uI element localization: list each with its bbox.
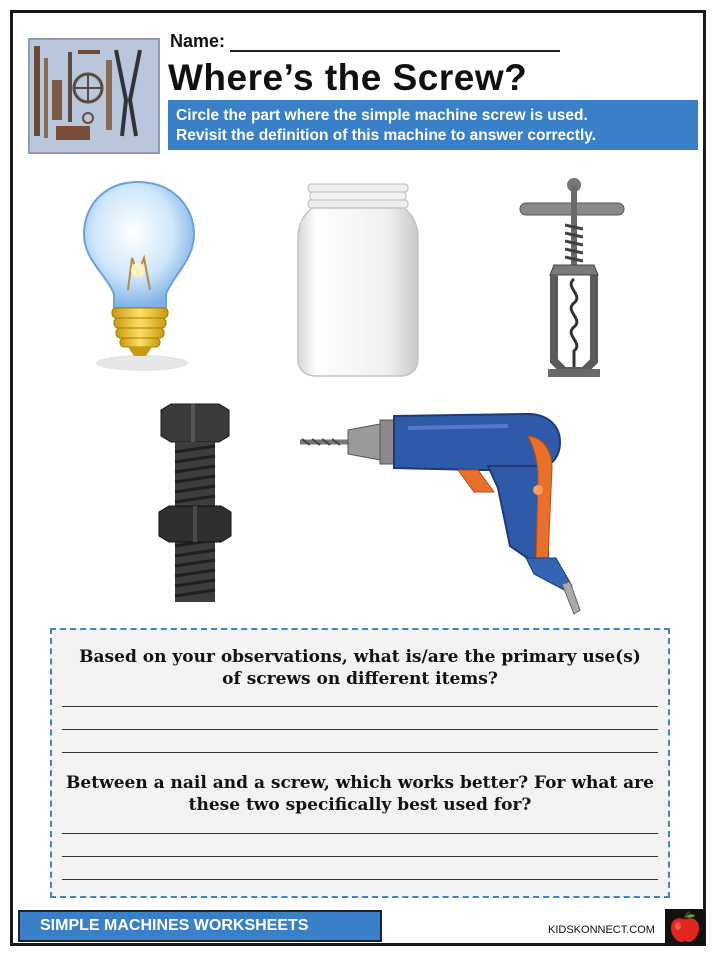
instruction-line-1: Circle the part where the simple machine screw is used. [176, 107, 588, 124]
series-label: SIMPLE MACHINES WORKSHEETS [18, 910, 382, 942]
instruction-line-2: Revisit the definition of this machine to answer correctly. [176, 127, 597, 144]
page-title: Where’s the Screw? [168, 57, 528, 98]
bolt-and-nut-image[interactable] [155, 402, 235, 609]
power-drill-image[interactable] [298, 408, 598, 623]
tools-illustration [28, 38, 160, 154]
jar-image[interactable] [296, 182, 421, 383]
brand-text: KIDSKONNECT.COM [548, 924, 655, 936]
question-1-line-1: Based on your observations, what is/are the primary use(s) [79, 647, 641, 667]
answer-line-4[interactable] [62, 833, 658, 834]
question-2-line-2: these two specifically best used for? [188, 795, 532, 815]
answer-line-5[interactable] [62, 856, 658, 857]
question-1-line-2: of screws on different items? [222, 669, 498, 689]
apple-logo-icon [665, 909, 705, 946]
logo-box [665, 909, 705, 946]
answer-line-6[interactable] [62, 879, 658, 880]
light-bulb-image[interactable] [80, 178, 200, 378]
question-2 [52, 772, 668, 816]
corkscrew-image[interactable] [518, 175, 628, 385]
answer-line-2[interactable] [62, 729, 658, 730]
answer-line-1[interactable] [62, 706, 658, 707]
question-box [50, 628, 670, 898]
name-field[interactable] [230, 50, 560, 52]
instruction-box [168, 100, 698, 150]
answer-line-3[interactable] [62, 752, 658, 753]
question-2-line-1: Between a nail and a screw, which works better? For what are [66, 773, 654, 793]
name-label: Name: [170, 31, 226, 51]
question-1 [52, 646, 668, 690]
